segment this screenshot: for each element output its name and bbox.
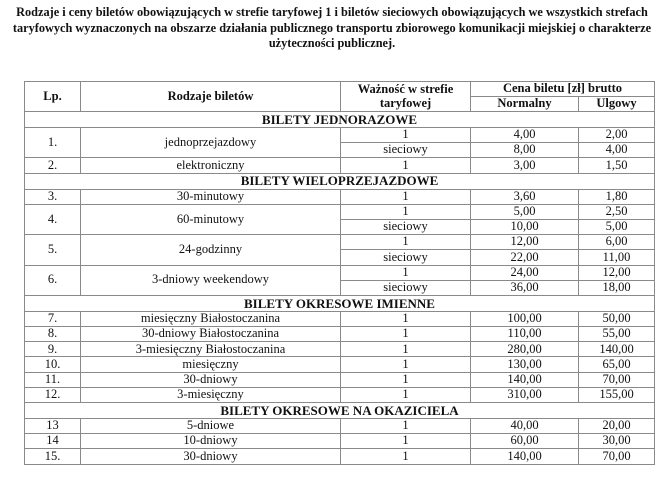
table-row [25, 128, 655, 143]
cell-normal-price: 310,00 [471, 387, 579, 402]
cell-ticket-type: 60-minutowy [81, 204, 341, 234]
cell-zone: 1 [341, 434, 471, 449]
header-ticket-type: Rodzaje biletów [81, 82, 341, 112]
cell-zone: 1 [341, 265, 471, 280]
cell-reduced-price: 30,00 [579, 434, 655, 449]
cell-ticket-type: 3-miesięczny Białostoczanina [81, 342, 341, 357]
table-row [25, 189, 655, 204]
cell-normal-price: 4,00 [471, 128, 579, 143]
section-header-row [25, 112, 655, 128]
cell-lp: 4. [25, 204, 81, 234]
cell-zone: 1 [341, 189, 471, 204]
cell-zone: sieciowy [341, 280, 471, 295]
cell-zone: sieciowy [341, 219, 471, 234]
table-row [25, 204, 655, 219]
section-title: BILETY OKRESOWE NA OKAZICIELA [25, 403, 655, 419]
cell-reduced-price: 1,80 [579, 189, 655, 204]
cell-zone: 1 [341, 357, 471, 372]
table-row [25, 342, 655, 357]
cell-normal-price: 22,00 [471, 250, 579, 265]
cell-normal-price: 12,00 [471, 235, 579, 250]
header-normal: Normalny [471, 97, 579, 112]
table-row [25, 357, 655, 372]
cell-reduced-price: 140,00 [579, 342, 655, 357]
section-title: BILETY WIELOPRZEJAZDOWE [25, 173, 655, 189]
cell-lp: 15. [25, 449, 81, 464]
table-row [25, 434, 655, 449]
cell-lp: 9. [25, 342, 81, 357]
cell-normal-price: 140,00 [471, 449, 579, 464]
table-row [25, 419, 655, 434]
cell-zone: 1 [341, 311, 471, 326]
cell-reduced-price: 2,00 [579, 128, 655, 143]
table-row [25, 265, 655, 280]
cell-normal-price: 24,00 [471, 265, 579, 280]
cell-lp: 11. [25, 372, 81, 387]
cell-reduced-price: 5,00 [579, 219, 655, 234]
cell-normal-price: 280,00 [471, 342, 579, 357]
cell-normal-price: 3,60 [471, 189, 579, 204]
table-body [25, 112, 655, 465]
cell-lp: 10. [25, 357, 81, 372]
cell-normal-price: 8,00 [471, 143, 579, 158]
cell-normal-price: 40,00 [471, 419, 579, 434]
table-row [25, 235, 655, 250]
cell-ticket-type: 10-dniowy [81, 434, 341, 449]
cell-ticket-type: jednoprzejazdowy [81, 128, 341, 158]
cell-reduced-price: 55,00 [579, 327, 655, 342]
cell-lp: 12. [25, 387, 81, 402]
cell-normal-price: 140,00 [471, 372, 579, 387]
cell-lp: 6. [25, 265, 81, 295]
cell-ticket-type: elektroniczny [81, 158, 341, 173]
table-row [25, 387, 655, 402]
cell-lp: 13 [25, 419, 81, 434]
table-row [25, 311, 655, 326]
cell-reduced-price: 12,00 [579, 265, 655, 280]
cell-ticket-type: 3-dniowy weekendowy [81, 265, 341, 295]
cell-normal-price: 5,00 [471, 204, 579, 219]
cell-zone: 1 [341, 419, 471, 434]
cell-lp: 3. [25, 189, 81, 204]
cell-lp: 5. [25, 235, 81, 265]
cell-reduced-price: 1,50 [579, 158, 655, 173]
header-reduced: Ulgowy [579, 97, 655, 112]
cell-ticket-type: 3-miesięczny [81, 387, 341, 402]
header-price: Cena biletu [zł] brutto [471, 82, 655, 97]
cell-lp: 8. [25, 327, 81, 342]
cell-ticket-type: 30-dniowy [81, 372, 341, 387]
section-header-row [25, 403, 655, 419]
cell-zone: 1 [341, 342, 471, 357]
cell-reduced-price: 4,00 [579, 143, 655, 158]
cell-ticket-type: miesięczny [81, 357, 341, 372]
header-lp: Lp. [25, 82, 81, 112]
cell-reduced-price: 11,00 [579, 250, 655, 265]
table-row [25, 158, 655, 173]
cell-normal-price: 36,00 [471, 280, 579, 295]
table-row [25, 372, 655, 387]
section-header-row [25, 295, 655, 311]
cell-reduced-price: 2,50 [579, 204, 655, 219]
cell-reduced-price: 20,00 [579, 419, 655, 434]
cell-zone: 1 [341, 372, 471, 387]
cell-lp: 2. [25, 158, 81, 173]
cell-ticket-type: miesięczny Białostoczanina [81, 311, 341, 326]
table-row [25, 449, 655, 464]
cell-lp: 14 [25, 434, 81, 449]
cell-zone: 1 [341, 235, 471, 250]
cell-ticket-type: 30-minutowy [81, 189, 341, 204]
cell-normal-price: 100,00 [471, 311, 579, 326]
cell-ticket-type: 30-dniowy Białostoczanina [81, 327, 341, 342]
cell-zone: sieciowy [341, 143, 471, 158]
cell-normal-price: 130,00 [471, 357, 579, 372]
cell-zone: 1 [341, 327, 471, 342]
cell-reduced-price: 70,00 [579, 449, 655, 464]
cell-zone: 1 [341, 449, 471, 464]
document-title: Rodzaje i ceny biletów obowiązujących w strefie taryfowej 1 i biletów sieciowych obowiązujących we wszystkich strefach taryfowych wyznaczonych na obszarze działania publicznego transportu zbiorowego komunikacji miejskiej o charakterze użyteczności publicznej. [12, 5, 652, 50]
cell-zone: 1 [341, 387, 471, 402]
header-zone-validity: Ważność w strefie taryfowej [341, 82, 471, 112]
cell-zone: 1 [341, 128, 471, 143]
section-header-row [25, 173, 655, 189]
cell-ticket-type: 5-dniowe [81, 419, 341, 434]
cell-reduced-price: 18,00 [579, 280, 655, 295]
cell-reduced-price: 6,00 [579, 235, 655, 250]
cell-zone: 1 [341, 158, 471, 173]
cell-reduced-price: 65,00 [579, 357, 655, 372]
cell-ticket-type: 30-dniowy [81, 449, 341, 464]
cell-ticket-type: 24-godzinny [81, 235, 341, 265]
section-title: BILETY JEDNORAZOWE [25, 112, 655, 128]
ticket-price-table [24, 81, 655, 465]
cell-zone: sieciowy [341, 250, 471, 265]
section-title: BILETY OKRESOWE IMIENNE [25, 295, 655, 311]
cell-normal-price: 60,00 [471, 434, 579, 449]
cell-normal-price: 3,00 [471, 158, 579, 173]
cell-lp: 1. [25, 128, 81, 158]
table-row [25, 327, 655, 342]
cell-reduced-price: 50,00 [579, 311, 655, 326]
cell-reduced-price: 155,00 [579, 387, 655, 402]
cell-lp: 7. [25, 311, 81, 326]
cell-reduced-price: 70,00 [579, 372, 655, 387]
cell-zone: 1 [341, 204, 471, 219]
cell-normal-price: 110,00 [471, 327, 579, 342]
cell-normal-price: 10,00 [471, 219, 579, 234]
